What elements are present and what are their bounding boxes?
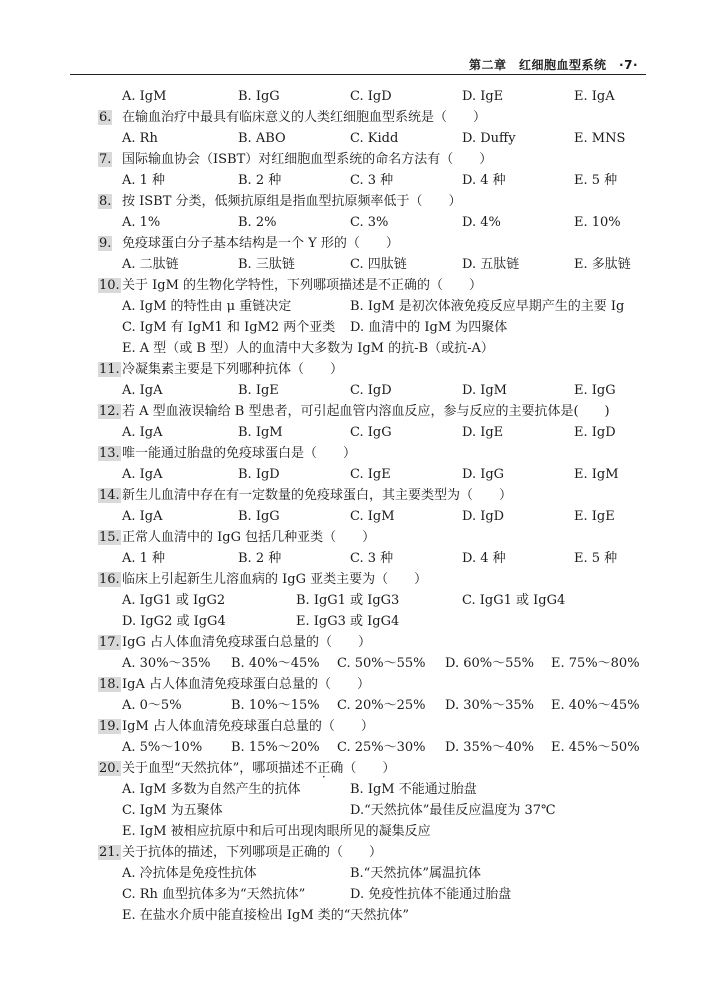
question-text: IgA 占人体血清免疫球蛋白总量的（ ） — [122, 677, 370, 692]
question-list — [0, 86, 706, 926]
question-text: 关于抗体的描述，下列哪项是正确的（ ） — [122, 845, 383, 860]
answer-option: B. IgM — [238, 425, 283, 440]
options-row — [0, 422, 706, 443]
question-number: 16. — [99, 572, 120, 587]
answer-option: C. 四肽链 — [350, 257, 407, 272]
answer-option: A. 30%～35% — [122, 656, 211, 671]
answer-option: B. 10%～15% — [231, 698, 320, 713]
question-text: IgM 占人体血清免疫球蛋白总量的（ ） — [122, 719, 374, 734]
question-text: 正常人血清中的 IgG 包括几种亚类（ ） — [122, 530, 376, 545]
question-number: 11. — [99, 362, 120, 377]
question-row — [0, 401, 706, 422]
answer-option: C. 3 种 — [350, 551, 394, 566]
options-row — [0, 254, 706, 275]
answer-option: D. IgD — [462, 509, 505, 524]
answer-option: D. IgM — [462, 383, 507, 398]
question-row — [0, 569, 706, 590]
answer-option: D. 五肽链 — [462, 257, 520, 272]
question-text: IgG 占人体血清免疫球蛋白总量的（ ） — [122, 635, 371, 650]
answer-option: D. 4% — [462, 215, 501, 230]
answer-option: B. 40%～45% — [231, 656, 320, 671]
answer-option: C. IgE — [350, 467, 391, 482]
options-row — [0, 338, 706, 359]
answer-option: C. IgD — [350, 383, 392, 398]
answer-option: E. 45%～50% — [551, 740, 640, 755]
answer-option: B. IgG1 或 IgG3 — [296, 593, 400, 608]
answer-option: E. A 型（或 B 型）人的血清中大多数为 IgM 的抗-B（或抗-A） — [122, 341, 494, 356]
answer-option: D. 30%～35% — [445, 698, 535, 713]
question-row — [0, 842, 706, 863]
answer-option: E. 在盐水介质中能直接检出 IgM 类的“天然抗体” — [122, 908, 410, 923]
question-number: 15. — [99, 530, 120, 545]
question-number: 7. — [99, 152, 112, 167]
answer-option: E. 40%～45% — [551, 698, 640, 713]
options-row — [0, 821, 706, 842]
question-text: 在输血治疗中最具有临床意义的人类红细胞血型系统是（ ） — [122, 110, 487, 125]
answer-option: B. 2 种 — [238, 173, 282, 188]
chapter-title: 第二章 红细胞血型系统 ·7· — [469, 58, 638, 72]
answer-option: D. IgE — [462, 425, 504, 440]
options-row — [0, 590, 706, 611]
answer-option: B. 三肽链 — [238, 257, 295, 272]
question-row — [0, 443, 706, 464]
answer-option: B. IgM 是初次体液免疫反应早期产生的主要 Ig — [350, 299, 625, 314]
question-text: 关于血型“天然抗体”，哪项描述不正确（ ） — [122, 761, 396, 776]
question-number: 6. — [99, 110, 112, 125]
question-text: 免疫球蛋白分子基本结构是一个 Y 形的（ ） — [122, 236, 399, 251]
answer-option: C. 50%～55% — [337, 656, 426, 671]
answer-option: E. IgA — [574, 89, 615, 104]
options-row — [0, 296, 706, 317]
question-number: 12. — [99, 404, 120, 419]
options-row — [0, 695, 706, 716]
question-number: 21. — [99, 845, 120, 860]
answer-option: E. IgE — [574, 509, 615, 524]
answer-option: B. IgM 不能通过胎盘 — [350, 782, 477, 797]
answer-option: D.“天然抗体”最佳反应温度为 37℃ — [350, 803, 556, 818]
answer-option: A. IgA — [122, 425, 163, 440]
answer-option: C. 3% — [350, 215, 389, 230]
answer-option: C. IgG — [350, 425, 392, 440]
answer-option: A. 1 种 — [122, 551, 166, 566]
answer-option: E. 5 种 — [574, 173, 618, 188]
answer-option: A. 二肽链 — [122, 257, 179, 272]
answer-option: B. ABO — [238, 131, 286, 146]
question-number: 20. — [99, 761, 120, 776]
answer-option: C. Kidd — [350, 131, 399, 146]
answer-option: E. 多肽链 — [574, 257, 631, 272]
answer-option: E. IgM — [574, 467, 619, 482]
answer-option: D. Duffy — [462, 131, 516, 146]
options-row — [0, 800, 706, 821]
answer-option: D. 60%～55% — [445, 656, 535, 671]
question-number: 19. — [99, 719, 120, 734]
page-header — [70, 56, 646, 75]
answer-option: E. 75%～80% — [551, 656, 640, 671]
question-row — [0, 674, 706, 695]
question-text: 新生儿血清中存在有一定数量的免疫球蛋白，其主要类型为（ ） — [122, 488, 513, 503]
answer-option: B.“天然抗体”属温抗体 — [350, 866, 481, 881]
options-row — [0, 464, 706, 485]
question-number: 14. — [99, 488, 120, 503]
question-row — [0, 632, 706, 653]
answer-option: E. 10% — [574, 215, 621, 230]
question-row — [0, 485, 706, 506]
answer-option: E. 5 种 — [574, 551, 618, 566]
answer-option: B. 2 种 — [238, 551, 282, 566]
question-row — [0, 191, 706, 212]
options-row — [0, 737, 706, 758]
options-row — [0, 86, 706, 107]
answer-option: A. 冷抗体是免疫性抗体 — [122, 866, 257, 881]
options-row — [0, 863, 706, 884]
question-number: 9. — [99, 236, 112, 251]
options-row — [0, 317, 706, 338]
answer-option: A. Rh — [122, 131, 158, 146]
answer-option: C. IgM 有 IgM1 和 IgM2 两个亚类 — [122, 320, 336, 335]
options-row — [0, 380, 706, 401]
answer-option: D. 血清中的 IgM 为四聚体 — [350, 320, 508, 335]
answer-option: E. IgG — [574, 383, 616, 398]
answer-option: A. 1 种 — [122, 173, 166, 188]
answer-option: A. IgM — [122, 89, 167, 104]
answer-option: B. 2% — [238, 215, 277, 230]
answer-option: D. IgG — [462, 467, 505, 482]
answer-option: D. 免疫性抗体不能通过胎盘 — [350, 887, 512, 902]
answer-option: A. IgG1 或 IgG2 — [122, 593, 226, 608]
answer-option: E. IgM 被相应抗原中和后可出现肉眼所见的凝集反应 — [122, 824, 431, 839]
question-row — [0, 107, 706, 128]
question-number: 13. — [99, 446, 120, 461]
answer-option: E. MNS — [574, 131, 626, 146]
options-row — [0, 905, 706, 926]
options-row — [0, 170, 706, 191]
answer-option: D. 4 种 — [462, 173, 506, 188]
question-text: 关于 IgM 的生物化学特性，下列哪项描述是不正确的（ ） — [122, 278, 483, 293]
answer-option: C. IgM — [350, 509, 395, 524]
answer-option: C. 20%～25% — [337, 698, 426, 713]
question-row — [0, 527, 706, 548]
answer-option: C. Rh 血型抗体多为“天然抗体” — [122, 887, 306, 902]
options-row — [0, 506, 706, 527]
question-text: 冷凝集素主要是下列哪种抗体（ ） — [122, 362, 344, 377]
question-row — [0, 233, 706, 254]
answer-option: E. IgD — [574, 425, 616, 440]
question-number: 8. — [99, 194, 112, 209]
answer-option: E. IgG3 或 IgG4 — [296, 614, 400, 629]
question-text: 按 ISBT 分类，低频抗原组是指血型抗原频率低于（ ） — [122, 194, 462, 209]
answer-option: B. 15%～20% — [231, 740, 320, 755]
question-number: 17. — [99, 635, 120, 650]
question-text: 唯一能通过胎盘的免疫球蛋白是（ ） — [122, 446, 357, 461]
answer-option: C. 3 种 — [350, 173, 394, 188]
answer-option: A. 0～5% — [122, 698, 182, 713]
answer-option: C. IgD — [350, 89, 392, 104]
options-row — [0, 212, 706, 233]
question-row — [0, 758, 706, 779]
question-text: 国际输血协会（ISBT）对红细胞血型系统的命名方法有（ ） — [122, 152, 493, 167]
answer-option: D. IgE — [462, 89, 504, 104]
answer-option: A. IgM 的特性由 μ 重链决定 — [122, 299, 292, 314]
options-row — [0, 548, 706, 569]
answer-option: B. IgG — [238, 89, 280, 104]
emphasized-text: 不正确 — [304, 761, 344, 776]
question-number: 10. — [99, 278, 120, 293]
answer-option: A. IgM 多数为自然产生的抗体 — [122, 782, 301, 797]
answer-option: B. IgE — [238, 383, 279, 398]
answer-option: D. 4 种 — [462, 551, 506, 566]
options-row — [0, 611, 706, 632]
question-text: 若 A 型血液误输给 B 型患者，可引起血管内溶血反应，参与反应的主要抗体是( ) — [122, 404, 610, 419]
answer-option: B. IgD — [238, 467, 280, 482]
answer-option: B. IgG — [238, 509, 280, 524]
question-row — [0, 359, 706, 380]
answer-option: D. 35%～40% — [445, 740, 535, 755]
question-text: 临床上引起新生儿溶血病的 IgG 亚类主要为（ ） — [122, 572, 428, 587]
answer-option: A. 5%～10% — [122, 740, 203, 755]
options-row — [0, 884, 706, 905]
question-row — [0, 275, 706, 296]
question-row — [0, 716, 706, 737]
answer-option: A. IgA — [122, 467, 163, 482]
options-row — [0, 779, 706, 800]
question-number: 18. — [99, 677, 120, 692]
answer-option: C. 25%～30% — [337, 740, 426, 755]
answer-option: C. IgM 为五聚体 — [122, 803, 223, 818]
options-row — [0, 653, 706, 674]
answer-option: A. IgA — [122, 509, 163, 524]
answer-option: A. IgA — [122, 383, 163, 398]
answer-option: A. 1% — [122, 215, 161, 230]
options-row — [0, 128, 706, 149]
question-row — [0, 149, 706, 170]
answer-option: D. IgG2 或 IgG4 — [122, 614, 226, 629]
answer-option: C. IgG1 或 IgG4 — [462, 593, 566, 608]
